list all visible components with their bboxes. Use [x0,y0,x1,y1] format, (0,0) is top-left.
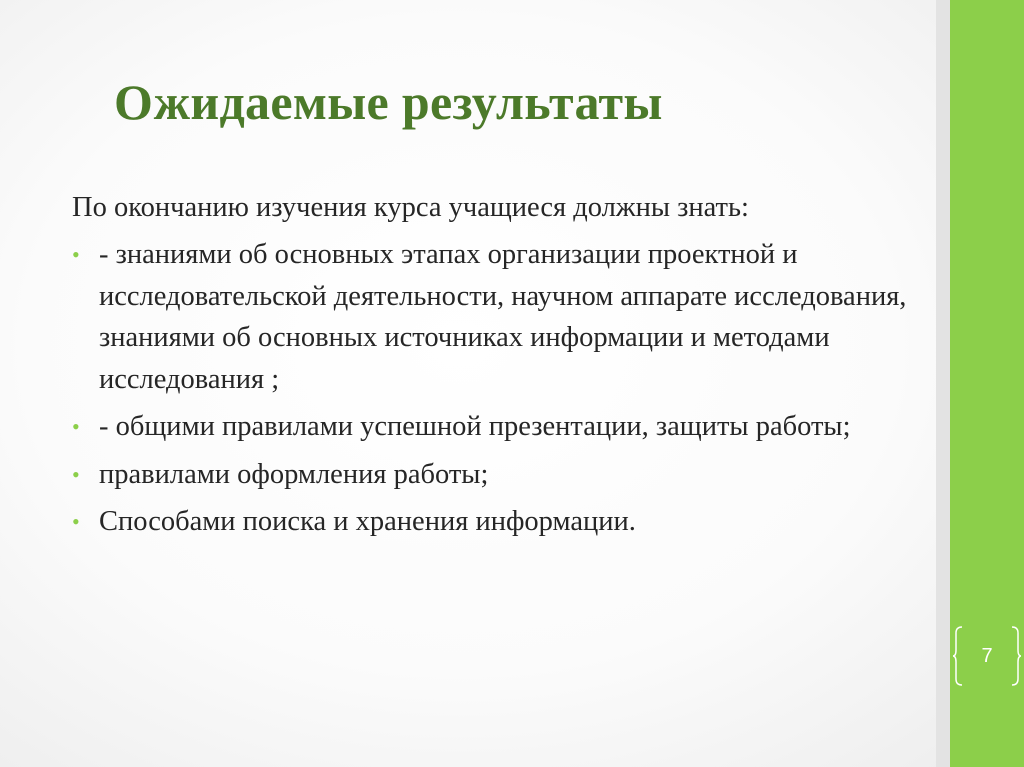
list-item [72,406,912,448]
bullet-icon: • [72,461,80,487]
right-brace-icon [1010,625,1022,687]
list-item [72,454,912,496]
bullet-list [72,234,912,549]
page-number-box [952,625,1022,687]
bullet-icon: • [72,414,80,439]
list-item-text: - общими правилами успешной презентации, защиты работы; [99,411,851,442]
slide-title: Ожидаемые результаты [114,74,663,130]
list-item [72,234,912,400]
list-item-text: Способами поиска и хранения информации. [99,506,636,537]
bullet-icon: • [72,242,80,267]
intro-text: По окончанию изучения курса учащиеся должны знать: [72,192,749,223]
bullet-icon: • [72,509,80,534]
side-strip-light [936,0,950,767]
list-item-text: - знаниями об основных этапах организации проектной и исследовательской деятельности, научном аппарате исследования, знаниями об основных источниках информации и методами исследования ; [99,239,907,395]
page-number: 7 [981,645,993,667]
list-item [72,501,912,543]
list-item-text: правилами оформления работы; [99,458,489,490]
